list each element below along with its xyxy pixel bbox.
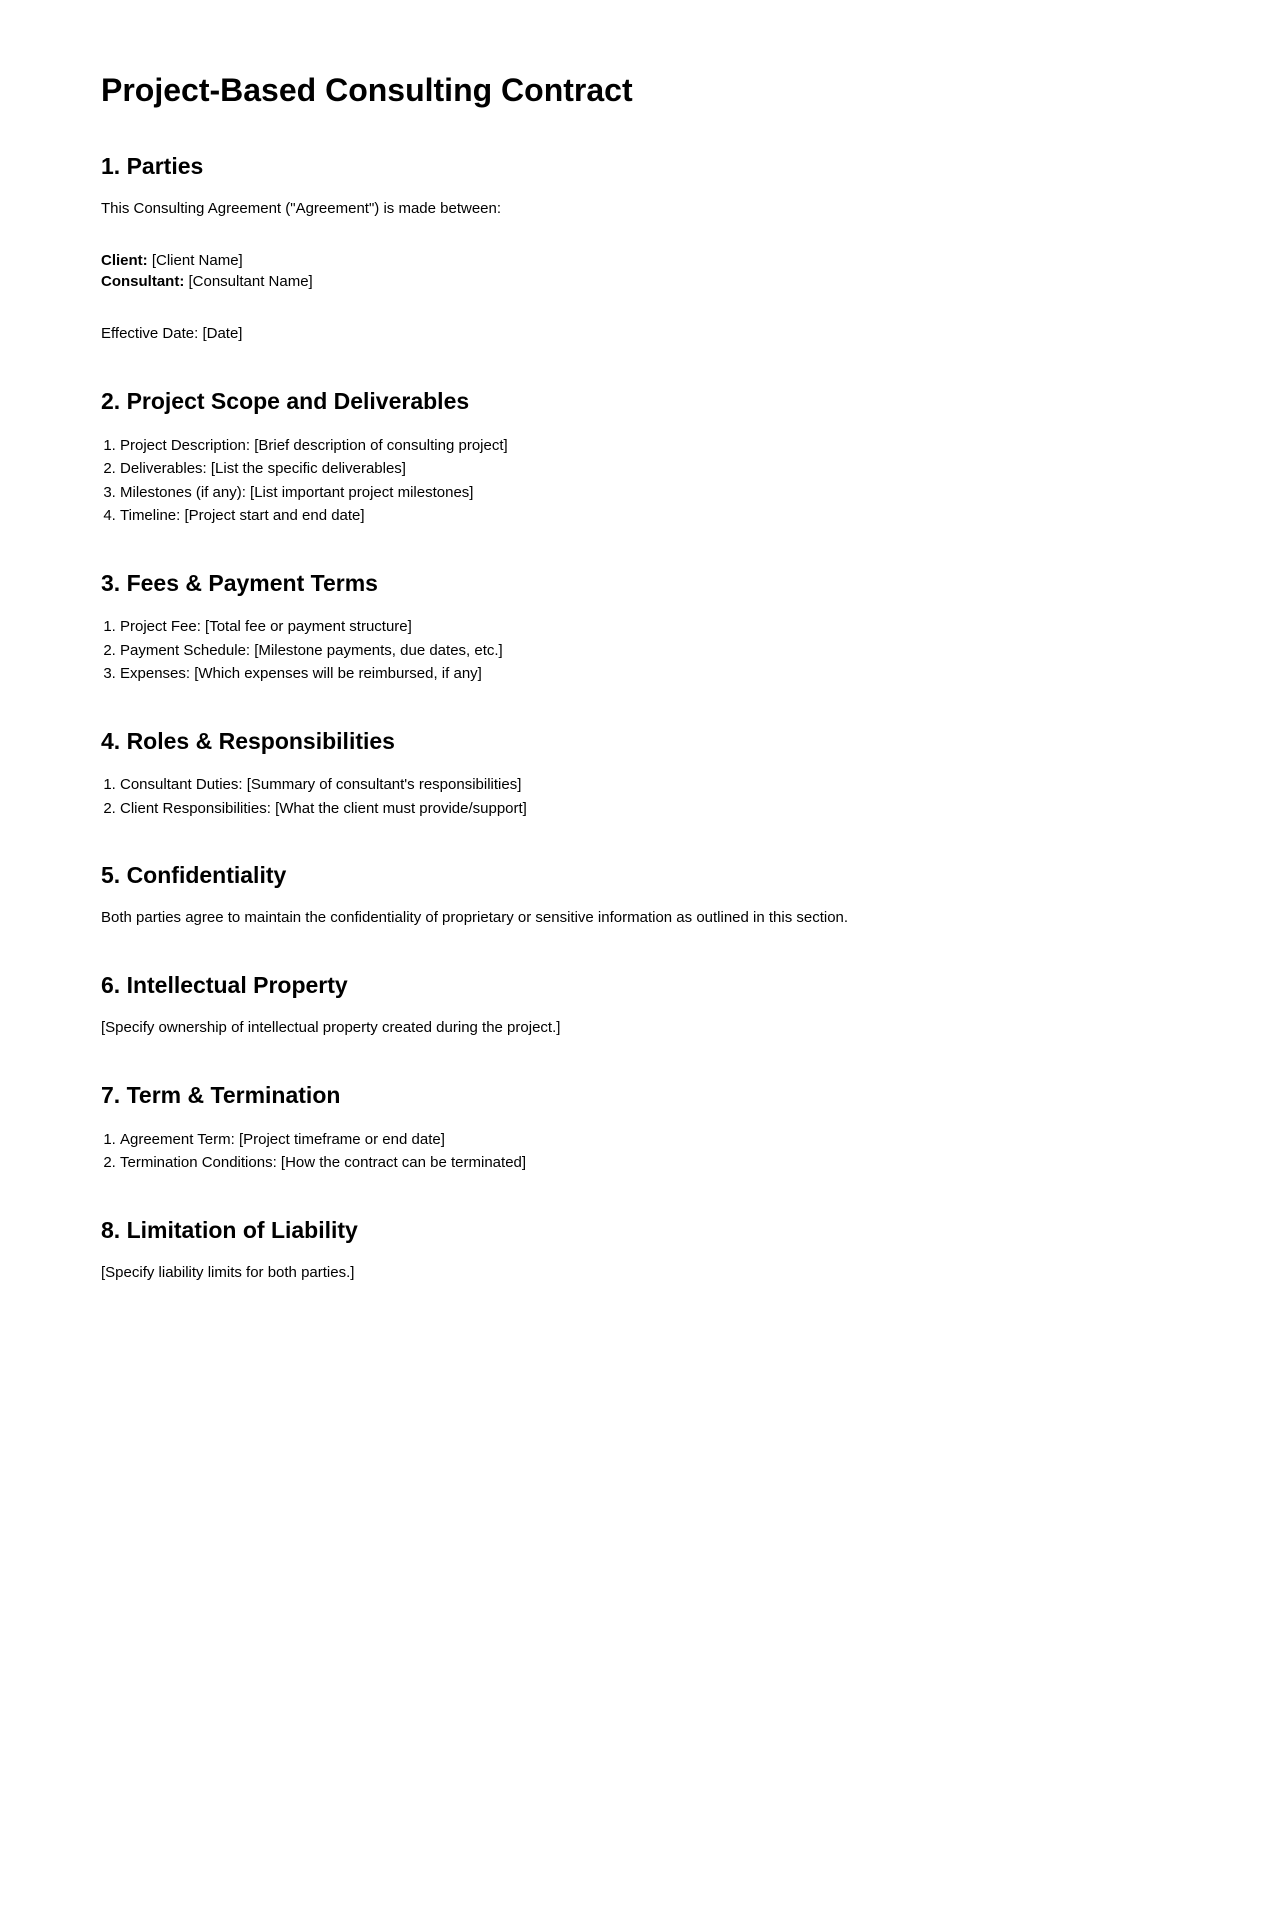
section-heading-limitation-liability: 8. Limitation of Liability	[101, 1216, 358, 1243]
client-value: [Client Name]	[147, 252, 243, 269]
client-label: Client:	[101, 252, 148, 269]
roles-list	[101, 772, 527, 822]
section-heading-roles: 4. Roles & Responsibilities	[101, 727, 395, 754]
consultant-value: [Consultant Name]	[184, 273, 313, 290]
fees-list	[101, 614, 503, 687]
project-scope-list	[101, 432, 508, 529]
intellectual-property-paragraph: [Specify ownership of intellectual property created during the project.]	[101, 1019, 561, 1036]
list-item-client-responsibilities: 2. Client Responsibilities: [What the client must provide/support]	[120, 798, 527, 819]
list-item-payment-schedule: 2. Payment Schedule: [Milestone payments, due dates, etc.]	[120, 640, 503, 661]
limitation-liability-paragraph: [Specify liability limits for both parties.]	[101, 1263, 355, 1281]
list-item-expenses: 3. Expenses: [Which expenses will be reimbursed, if any]	[120, 663, 503, 684]
list-item-agreement-term: 1. Agreement Term: [Project timeframe or end date]	[120, 1129, 526, 1150]
list-item-termination-conditions: 2. Termination Conditions: [How the contract can be terminated]	[120, 1152, 526, 1173]
list-item-consultant-duties: 1. Consultant Duties: [Summary of consultant's responsibilities]	[120, 774, 527, 795]
parties-names-paragraph	[101, 250, 313, 292]
list-item-deliverables: 2. Deliverables: [List the specific deliverables]	[120, 458, 508, 479]
section-heading-parties: 1. Parties	[101, 153, 204, 179]
section-heading-fees: 3. Fees & Payment Terms	[101, 569, 378, 596]
section-heading-term-termination: 7. Term & Termination	[101, 1082, 341, 1108]
list-item-project-description: 1. Project Description: [Brief description of consulting project]	[120, 435, 508, 456]
confidentiality-paragraph: Both parties agree to maintain the confidentiality of proprietary or sensitive information as outlined in this section.	[101, 909, 849, 926]
page-title: Project-Based Consulting Contract	[101, 72, 633, 108]
list-item-timeline: 4. Timeline: [Project start and end date]	[120, 505, 508, 526]
effective-date-paragraph: Effective Date: [Date]	[101, 325, 243, 342]
section-heading-intellectual-property: 6. Intellectual Property	[101, 972, 348, 998]
list-item-project-fee: 1. Project Fee: [Total fee or payment structure]	[120, 616, 503, 637]
list-item-milestones: 3. Milestones (if any): [List important project milestones]	[120, 482, 508, 503]
consultant-label: Consultant:	[101, 273, 185, 290]
section-heading-confidentiality: 5. Confidentiality	[101, 862, 287, 888]
parties-intro-paragraph: This Consulting Agreement ("Agreement") is made between:	[101, 200, 502, 217]
term-termination-list	[101, 1126, 526, 1176]
section-heading-project-scope: 2. Project Scope and Deliverables	[101, 388, 470, 414]
